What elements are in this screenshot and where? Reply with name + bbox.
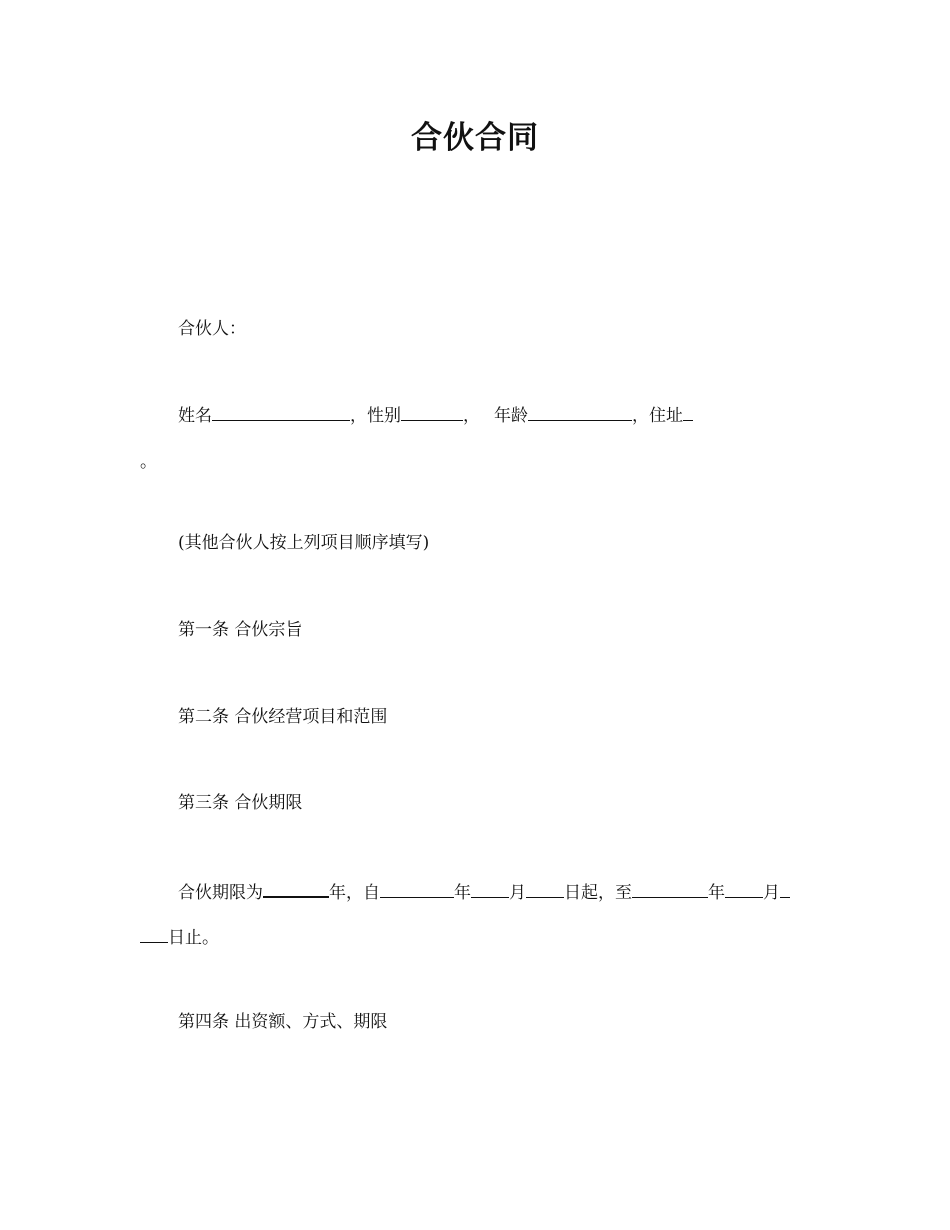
- end-month-label: 月: [763, 883, 780, 903]
- term-prefix: 合伙期限为: [178, 883, 263, 903]
- age-label: 年龄: [494, 406, 528, 426]
- end-day-blank[interactable]: [140, 925, 168, 943]
- term-years-blank[interactable]: [263, 879, 329, 898]
- end-month-blank[interactable]: [725, 880, 763, 898]
- start-day-blank[interactable]: [526, 880, 564, 898]
- address-blank[interactable]: [683, 403, 693, 421]
- name-blank[interactable]: [212, 403, 350, 421]
- term-line-cont: [140, 925, 219, 950]
- name-label: 姓名: [178, 406, 212, 426]
- gender-blank[interactable]: [401, 403, 463, 421]
- term-year-unit: 年，自: [329, 883, 380, 903]
- start-day-label: 日起，至: [564, 883, 632, 903]
- document-title: 合伙合同: [411, 120, 539, 156]
- start-month-label: 月: [509, 883, 526, 903]
- end-year-blank[interactable]: [632, 880, 708, 898]
- age-separator: ，: [463, 406, 480, 426]
- term-end: 日止。: [168, 928, 219, 948]
- gender-label: ，性别: [350, 406, 401, 426]
- start-year-label: 年: [454, 883, 471, 903]
- end-year-label: 年: [708, 883, 725, 903]
- article-2-heading: 第二条 合伙经营项目和范围: [178, 707, 388, 727]
- end-day-blank-start[interactable]: [780, 880, 790, 898]
- start-year-blank[interactable]: [380, 880, 454, 898]
- partner-info-line: [178, 403, 693, 428]
- partners-note: (其他合伙人按上列项目顺序填写): [178, 533, 430, 553]
- start-month-blank[interactable]: [471, 880, 509, 898]
- article-4-heading: 第四条 出资额、方式、期限: [178, 1012, 388, 1032]
- term-line: [178, 879, 790, 905]
- address-label: ，住址: [632, 406, 683, 426]
- article-3-heading: 第三条 合伙期限: [178, 793, 303, 813]
- age-blank[interactable]: [528, 403, 632, 421]
- partners-label: 合伙人：: [178, 319, 246, 339]
- address-tail: 。: [140, 452, 157, 472]
- article-1-heading: 第一条 合伙宗旨: [178, 620, 303, 640]
